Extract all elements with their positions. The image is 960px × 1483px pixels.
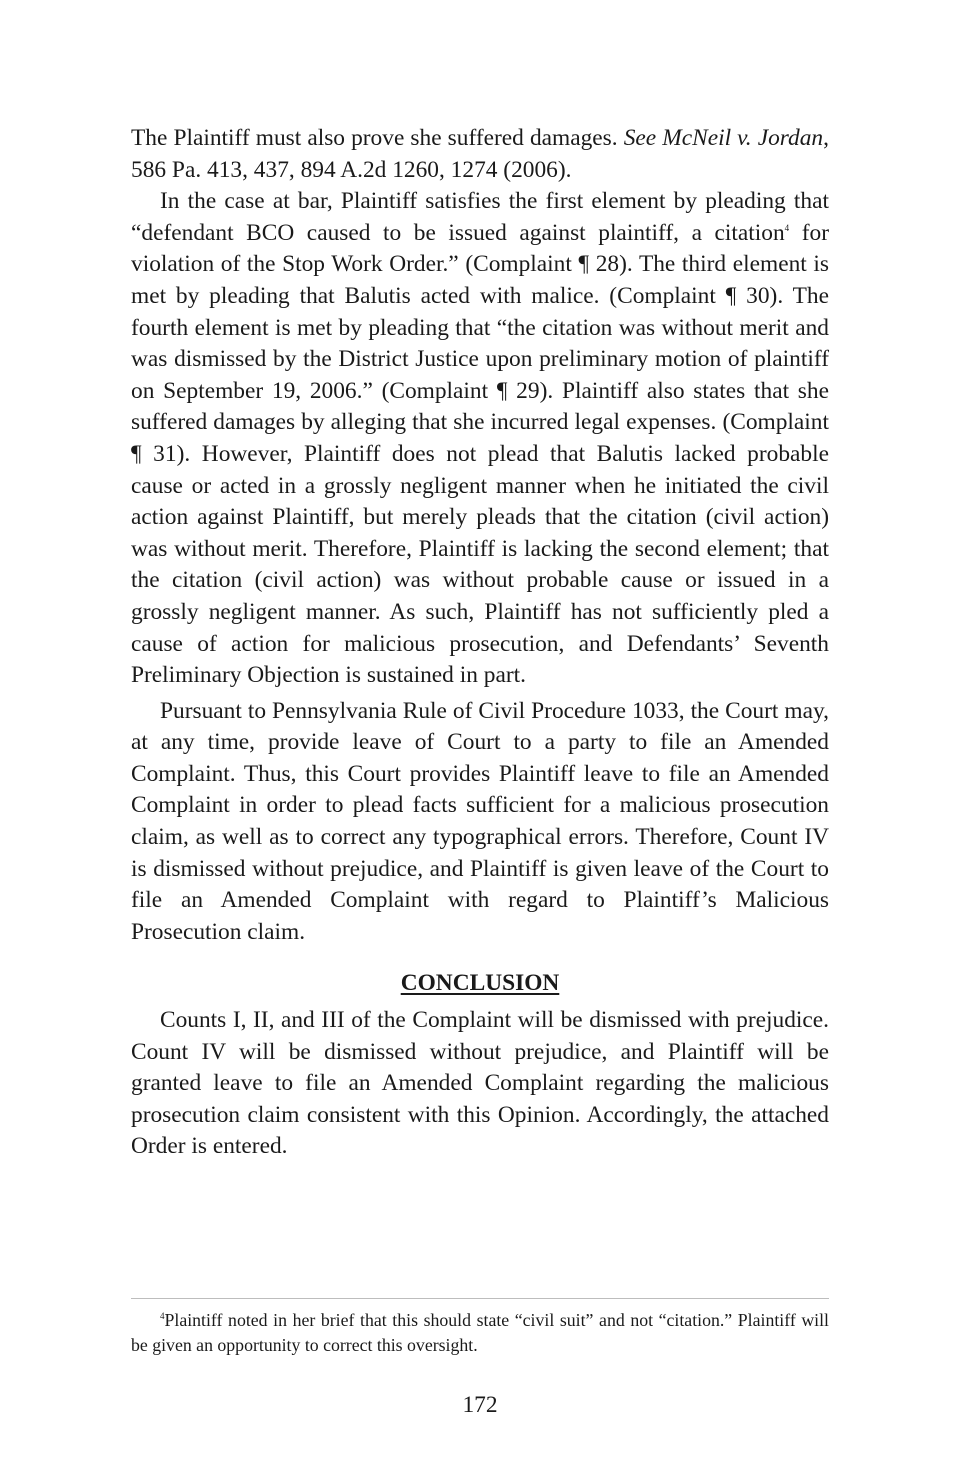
footnote-divider bbox=[131, 1298, 829, 1299]
paragraph-analysis-text-a: In the case at bar, Plaintiff satisfies the first element by pleading that “defendant BCO caused to be issued against plaintiff, a citation bbox=[131, 188, 829, 246]
paragraph-damages-citation-text: , 586 Pa. 413, 437, 894 A.2d 1260, 1274 (2006). bbox=[131, 125, 829, 183]
paragraph-damages-text: The Plaintiff must also prove she suffered damages. bbox=[131, 125, 624, 151]
footnote-number: 4 bbox=[160, 1311, 165, 1322]
opinion-page-body bbox=[131, 123, 829, 1163]
paragraph-analysis-text-b: for violation of the Stop Work Order.” (Complaint ¶ 28). The third element is met by pleading that Balutis acted with malice. (Complaint ¶ 30). The fourth element is met by pleading that “the citation was without merit and was dismissed by the District Justice upon preliminary motion of plaintiff on September 19, 2006.” (Complaint ¶ 29). Plaintiff also states that she suffered damages by alleging that she incurred legal expenses. (Complaint ¶ 31). However, Plaintiff does not plead that Balutis lacked probable cause or acted in a grossly negligent manner when he initiated the civil action against Plaintiff, but merely pleads that the citation (civil action) was without merit. Therefore, Plaintiff is lacking the second element; that the citation (civil action) was without probable cause or issued in a grossly negligent manner. As such, Plaintiff has not sufficiently pled a cause of action for malicious prosecution, and Defendants’ Seventh Preliminary Objection is sustained in part. bbox=[131, 219, 830, 689]
paragraph-conclusion: Counts I, II, and III of the Complaint will be dismissed with prejudice. Count IV will be dismissed without prejudice, and Plaintiff will be granted leave to file an Amended Complaint regarding the malicious prosecution claim consistent with this Opinion. Accordingly, the attached Order is entered. bbox=[131, 1007, 829, 1160]
section-heading-conclusion bbox=[131, 968, 829, 1000]
paragraph-analysis bbox=[131, 186, 829, 692]
footnote-reference: 4 bbox=[784, 222, 790, 233]
case-citation-mcneil: See McNeil v. Jordan bbox=[623, 125, 824, 151]
footnote bbox=[131, 1308, 829, 1358]
paragraph-leave-to-amend: Pursuant to Pennsylvania Rule of Civil Procedure 1033, the Court may, at any time, provide leave of Court to a party to file an Amended Complaint. Thus, this Court provides Plaintiff leave to file an Amended Complaint in order to plead facts sufficient for a malicious prosecution claim, as well as to correct any typographical errors. Therefore, Count IV is dismissed without prejudice, and Plaintiff is given leave of the Court to file an Amended Complaint with regard to Plaintiff’s Malicious Prosecution claim. bbox=[131, 697, 829, 945]
page-number: 172 bbox=[462, 1392, 498, 1418]
footnote-text: Plaintiff noted in her brief that this should state “civil suit” and not “citation.” Plaintiff will be given an opportunity to correct this oversight. bbox=[131, 1310, 829, 1355]
paragraph-damages bbox=[131, 123, 829, 186]
section-heading-conclusion-text: CONCLUSION bbox=[400, 970, 560, 997]
